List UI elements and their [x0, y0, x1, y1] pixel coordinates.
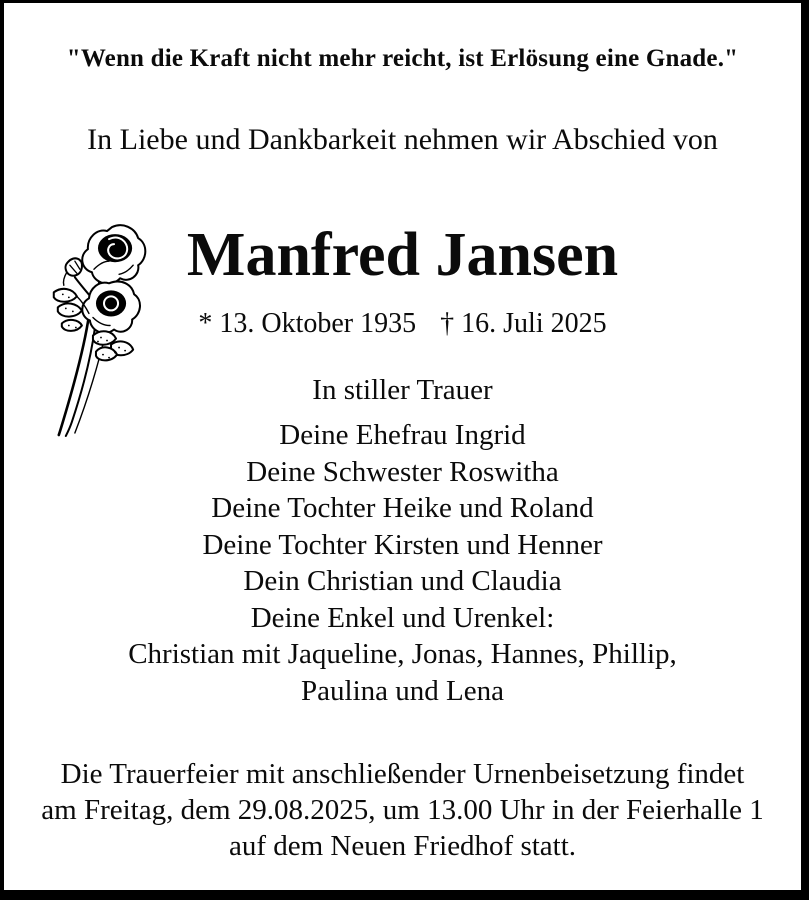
mourner-line: Christian mit Jaqueline, Jonas, Hannes, Phillip, [128, 638, 677, 670]
mourner-line: Deine Ehefrau Ingrid [279, 419, 526, 451]
funeral-line: auf dem Neuen Friedhof statt. [228, 830, 577, 862]
funeral-line: am Freitag, dem 29.08.2025, um 13.00 Uhr in der Feierhalle 1 [41, 794, 764, 826]
mourner-line: Deine Schwester Roswitha [246, 455, 559, 488]
deceased-name: Manfred Jansen [186, 221, 619, 289]
life-dates [4, 308, 801, 340]
death-date: † 16. Juli 2025 [440, 308, 607, 339]
mourning-header: In stiller Trauer [312, 374, 493, 406]
mourner-line: Deine Enkel und Urenkel: [250, 601, 555, 634]
funeral-info [4, 756, 801, 864]
mourner-line: Deine Tochter Kirsten und Henner [202, 528, 603, 561]
birth-date: * 13. Oktober 1935 [198, 308, 417, 339]
mourners-list [4, 417, 801, 709]
condolence-quote: "Wenn die Kraft nicht mehr reicht, ist Erlösung eine Gnade." [66, 45, 739, 72]
mourner-line: Deine Tochter Heike und Roland [211, 492, 594, 524]
intro-line: In Liebe und Dankbarkeit nehmen wir Abschied von [87, 123, 718, 156]
mourner-line: Paulina und Lena [301, 674, 504, 707]
funeral-line: Die Trauerfeier mit anschließender Urnenbeisetzung findet [60, 758, 745, 790]
mourner-line: Dein Christian und Claudia [243, 565, 562, 597]
